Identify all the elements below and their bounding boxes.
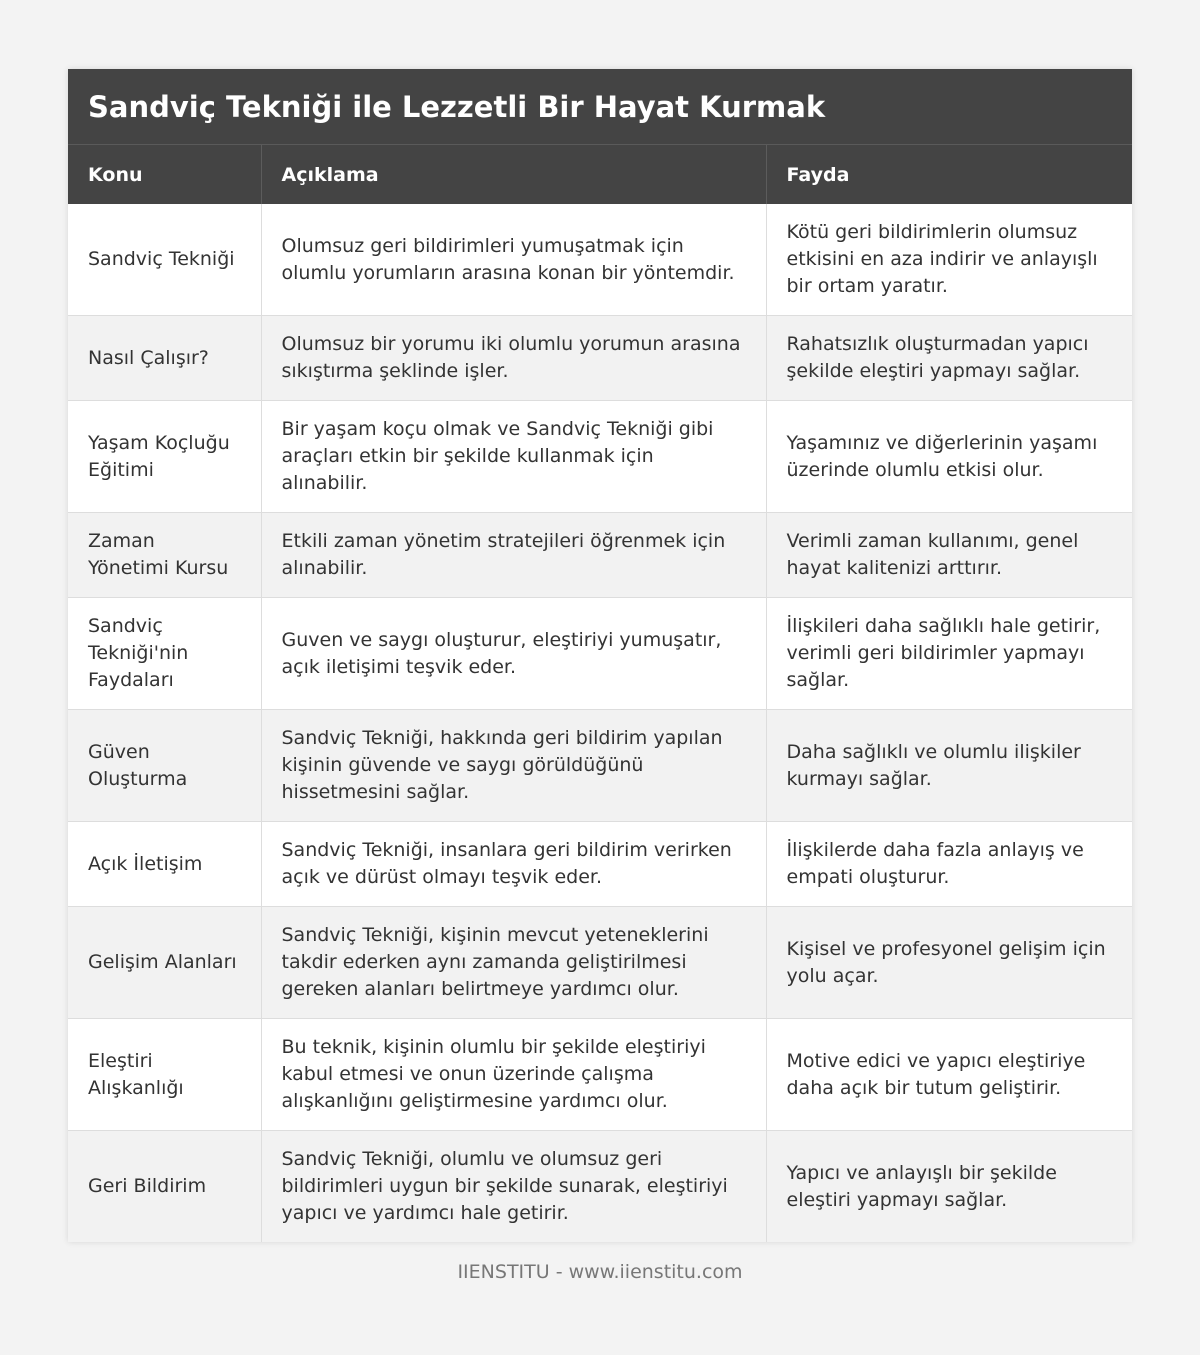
cell-fayda: İlişkileri daha sağlıklı hale getirir, verimli geri bildirimler yapmayı sağlar. [766, 598, 1132, 710]
table-row [68, 1131, 1132, 1243]
cell-aciklama: Guven ve saygı oluşturur, eleştiriyi yumuşatır, açık iletişimi teşvik eder. [261, 598, 766, 710]
data-table [68, 145, 1132, 1242]
cell-fayda: Yaşamınız ve diğerlerinin yaşamı üzerinde olumlu etkisi olur. [766, 401, 1132, 513]
cell-konu: Sandviç Tekniği'nin Faydaları [68, 598, 261, 710]
table-row [68, 907, 1132, 1019]
cell-fayda: Kötü geri bildirimlerin olumsuz etkisini en aza indirir ve anlayışlı bir ortam yaratır. [766, 204, 1132, 316]
cell-fayda: İlişkilerde daha fazla anlayış ve empati oluşturur. [766, 822, 1132, 907]
cell-konu: Sandviç Tekniği [68, 204, 261, 316]
table-row [68, 316, 1132, 401]
cell-fayda: Yapıcı ve anlayışlı bir şekilde eleştiri yapmayı sağlar. [766, 1131, 1132, 1243]
table-row [68, 513, 1132, 598]
cell-aciklama: Olumsuz geri bildirimleri yumuşatmak için olumlu yorumların arasına konan bir yöntemdir. [261, 204, 766, 316]
table-row [68, 1019, 1132, 1131]
footer-credit: IIENSTITU - www.iienstitu.com [457, 1261, 743, 1283]
cell-aciklama: Bir yaşam koçu olmak ve Sandviç Tekniği gibi araçları etkin bir şekilde kullanmak için alınabilir. [261, 401, 766, 513]
table-row [68, 204, 1132, 316]
cell-konu: Yaşam Koçluğu Eğitimi [68, 401, 261, 513]
cell-konu: Geri Bildirim [68, 1131, 261, 1243]
cell-konu: Güven Oluşturma [68, 710, 261, 822]
header-aciklama: Açıklama [261, 145, 766, 204]
header-fayda: Fayda [766, 145, 1132, 204]
table-row [68, 710, 1132, 822]
cell-konu: Açık İletişim [68, 822, 261, 907]
cell-aciklama: Sandviç Tekniği, olumlu ve olumsuz geri bildirimleri uygun bir şekilde sunarak, eleştiriyi yapıcı ve yardımcı hale getirir. [261, 1131, 766, 1243]
header-row [68, 145, 1132, 204]
cell-aciklama: Sandviç Tekniği, kişinin mevcut yeteneklerini takdir ederken aynı zamanda geliştirilmesi gereken alanları belirtmeye yardımcı olur. [261, 907, 766, 1019]
table-card [68, 69, 1132, 1242]
cell-konu: Gelişim Alanları [68, 907, 261, 1019]
cell-konu: Zaman Yönetimi Kursu [68, 513, 261, 598]
cell-konu: Nasıl Çalışır? [68, 316, 261, 401]
cell-aciklama: Etkili zaman yönetim stratejileri öğrenmek için alınabilir. [261, 513, 766, 598]
table-title: Sandviç Tekniği ile Lezzetli Bir Hayat Kurmak [68, 69, 1132, 145]
cell-fayda: Rahatsızlık oluşturmadan yapıcı şekilde eleştiri yapmayı sağlar. [766, 316, 1132, 401]
cell-aciklama: Olumsuz bir yorumu iki olumlu yorumun arasına sıkıştırma şeklinde işler. [261, 316, 766, 401]
cell-fayda: Verimli zaman kullanımı, genel hayat kalitenizi arttırır. [766, 513, 1132, 598]
header-konu: Konu [68, 145, 261, 204]
cell-konu: Eleştiri Alışkanlığı [68, 1019, 261, 1131]
cell-fayda: Kişisel ve profesyonel gelişim için yolu açar. [766, 907, 1132, 1019]
cell-fayda: Daha sağlıklı ve olumlu ilişkiler kurmayı sağlar. [766, 710, 1132, 822]
cell-aciklama: Sandviç Tekniği, insanlara geri bildirim verirken açık ve dürüst olmayı teşvik eder. [261, 822, 766, 907]
cell-aciklama: Sandviç Tekniği, hakkında geri bildirim yapılan kişinin güvende ve saygı görüldüğünü hissetmesini sağlar. [261, 710, 766, 822]
table-row [68, 598, 1132, 710]
table-row [68, 401, 1132, 513]
table-row [68, 822, 1132, 907]
cell-fayda: Motive edici ve yapıcı eleştiriye daha açık bir tutum geliştirir. [766, 1019, 1132, 1131]
cell-aciklama: Bu teknik, kişinin olumlu bir şekilde eleştiriyi kabul etmesi ve onun üzerinde çalışma alışkanlığını geliştirmesine yardımcı olur. [261, 1019, 766, 1131]
